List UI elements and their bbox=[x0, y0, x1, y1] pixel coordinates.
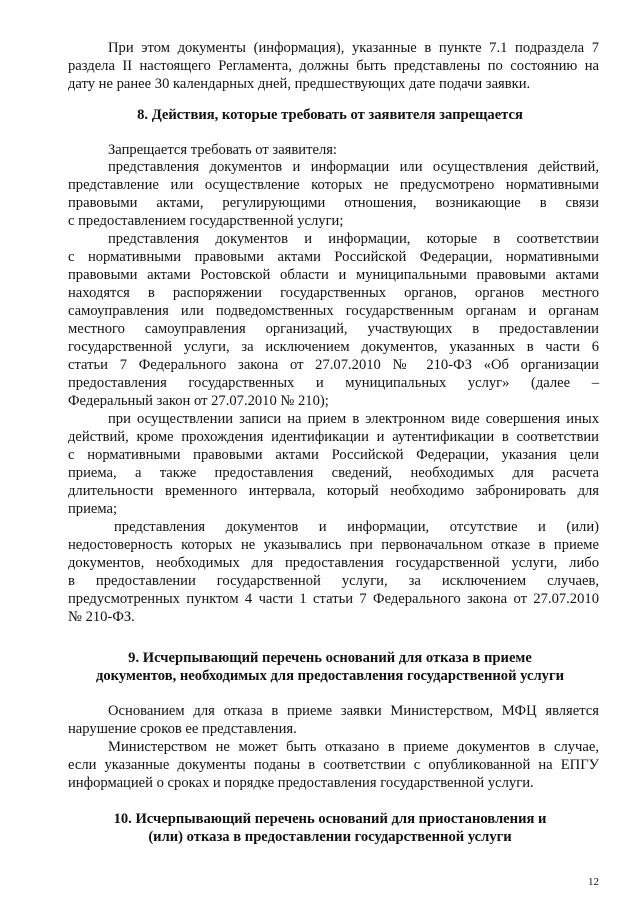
intro-line: раздела II настоящего Регламента, должны быть представлены по состоянию на bbox=[68, 58, 599, 74]
section-8-line: с предоставлением государственной услуги; bbox=[68, 213, 344, 229]
section-8-line: № 210-ФЗ. bbox=[68, 609, 135, 625]
section-8-line: представление или осуществление которых не предусмотрено нормативными bbox=[68, 177, 599, 193]
section-8-line: приема; bbox=[68, 501, 118, 517]
section-9-line: информацией о сроках и порядке предоставления государственной услуги. bbox=[68, 775, 534, 791]
section-8-line: Запрещается требовать от заявителя: bbox=[108, 142, 337, 158]
section-9-heading: документов, необходимых для предоставления государственной услуги bbox=[96, 668, 564, 684]
section-9-line: нарушение сроков ее представления. bbox=[68, 721, 297, 737]
section-9-line: Министерством не может быть отказано в приеме документов в случае, bbox=[108, 739, 599, 755]
section-10-heading: 10. Исчерпывающий перечень оснований для приостановления и bbox=[113, 811, 547, 827]
section-8-line: с нормативными правовыми актами Российской Федерации, указания цели bbox=[68, 447, 599, 463]
page-number: 12 bbox=[588, 876, 599, 888]
section-8-line: документов, необходимых для предоставления государственной услуги, либо bbox=[68, 555, 599, 571]
section-8-line: статьи 7 Федерального закона от 27.07.2010 № 210-ФЗ «Об организации bbox=[68, 357, 599, 373]
section-8-heading: 8. Действия, которые требовать от заявителя запрещается bbox=[137, 107, 523, 123]
section-8-line: предоставления государственных и муниципальных услуг» (далее – bbox=[68, 375, 599, 391]
section-9-heading: 9. Исчерпывающий перечень оснований для отказа в приеме bbox=[128, 650, 532, 666]
section-9-line: Основанием для отказа в приеме заявки Министерством, МФЦ является bbox=[108, 703, 599, 719]
section-8-line: представления документов и информации или осуществления действий, bbox=[108, 159, 599, 175]
section-8-line: самоуправления или подведомственных государственным органам и органам bbox=[68, 303, 599, 319]
section-8-line: государственной услуги, за исключением документов, указанных в части 6 bbox=[68, 339, 599, 355]
intro-line: При этом документы (информация), указанные в пункте 7.1 подраздела 7 bbox=[108, 40, 599, 56]
section-10-heading: (или) отказа в предоставлении государственной услуги bbox=[148, 829, 512, 845]
section-8-line: находятся в распоряжении государственных органов, органов местного bbox=[68, 285, 599, 301]
section-8-line: местного самоуправления организаций, участвующих в предоставлении bbox=[68, 321, 599, 337]
section-8-line: правовыми актами Ростовской области и муниципальными правовыми актами bbox=[68, 267, 599, 283]
section-9-line: если указанные документы поданы в соответствии с опубликованной на ЕПГУ bbox=[68, 757, 599, 773]
section-8-line: длительности временного интервала, который необходимо забронировать для bbox=[68, 483, 599, 499]
section-8-line: при осуществлении записи на прием в электронном виде совершения иных bbox=[108, 411, 599, 427]
intro-line: дату не ранее 30 календарных дней, предшествующих дате подачи заявки. bbox=[68, 76, 531, 92]
section-8-line: правовыми актами, регулирующими отношения, возникающие в связи bbox=[68, 195, 599, 211]
section-8-line: недостоверность которых не указывались при первоначальном отказе в приеме bbox=[68, 537, 599, 553]
section-8-line: предусмотренных пунктом 4 части 1 статьи 7 Федерального закона от 27.07.2010 bbox=[68, 591, 599, 607]
section-8-line: действий, кроме прохождения идентификации и аутентификации в соответствии bbox=[68, 429, 599, 445]
section-8-line: Федеральный закон от 27.07.2010 № 210); bbox=[68, 393, 329, 409]
section-8-line: с нормативными правовыми актами Российской Федерации, нормативными bbox=[68, 249, 599, 265]
section-8-line: представления документов и информации, отсутствие и (или) bbox=[114, 519, 599, 535]
section-8-line: приема, а также предоставления сведений, необходимых для расчета bbox=[68, 465, 599, 481]
section-8-line: представления документов и информации, которые в соответствии bbox=[108, 231, 599, 247]
section-8-line: в предоставлении государственной услуги, за исключением случаев, bbox=[68, 573, 599, 589]
